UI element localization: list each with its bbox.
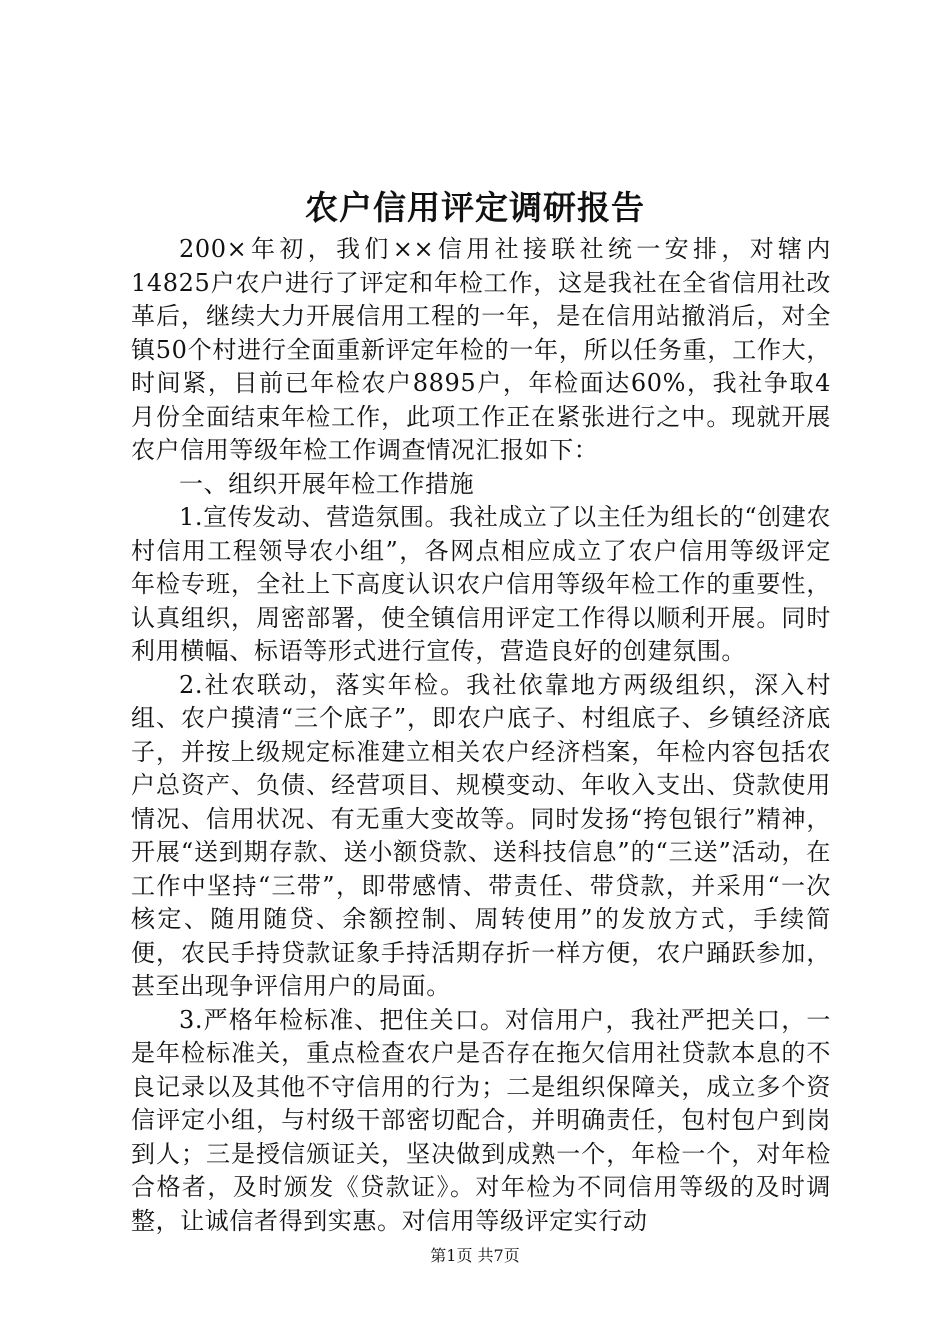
section-heading: 一、组织开展年检工作措施 (179, 469, 475, 498)
page-number-footer: 第1页 共7页 (430, 1246, 520, 1265)
document-title: 农户信用评定调研报告 (305, 188, 645, 227)
paragraph-item-3: 3.严格年检标准、把住关口。对信用户，我社严把关口，一是年检标准关，重点检查农户是否存在拖欠信用社贷款本息的不良记录以及其他不守信用的行为；二是组织保障关，成立多个资信评定小组，与村级干部密切配合，并明确责任，包村包户到岗到人；三是授信颁证关，坚决做到成熟一个，年检一个，对年检合格者，及时颁发《贷款证》。对年检为不同信用等级的及时调整，让诚信者得到实惠。对信用等级评定实行动 (131, 1005, 831, 1235)
paragraph-intro: 200×年初，我们××信用社接联社统一安排，对辖内14825户农户进行了评定和年检工作，这是我社在全省信用社改革后，继续大力开展信用工程的一年，是在信用站撤消后，对全镇50个村进行全面重新评定年检的一年，所以任务重，工作大，时间紧，目前已年检农户8895户，年检面达60%，我社争取4月份全面结束年检工作，此项工作正在紧张进行之中。现就开展农户信用等级年检工作调查情况汇报如下： (131, 235, 831, 464)
document-body (131, 233, 831, 1238)
paragraph-item-1: 1.宣传发动、营造氛围。我社成立了以主任为组长的“创建农村信用工程领导农小组”，各网点相应成立了农户信用等级评定年检专班，全社上下高度认识农户信用等级年检工作的重要性，认真组织，周密部署，使全镇信用评定工作得以顺利开展。同时利用横幅、标语等形式进行宣传，营造良好的创建氛围。 (131, 503, 831, 665)
paragraph-item-2: 2.社农联动，落实年检。我社依靠地方两级组织，深入村组、农户摸清“三个底子”，即农户底子、村组底子、乡镇经济底子，并按上级规定标准建立相关农户经济档案，年检内容包括农户总资产、负债、经营项目、规模变动、年收入支出、贷款使用情况、信用状况、有无重大变故等。同时发扬“挎包银行”精神，开展“送到期存款、送小额贷款、送科技信息”的“三送”活动，在工作中坚持“三带”，即带感情、带责任、带贷款，并采用“一次核定、随用随贷、余额控制、周转使用”的发放方式，手续简便，农民手持贷款证象手持活期存折一样方便，农户踊跃参加，甚至出现争评信用户的局面。 (131, 670, 831, 1000)
